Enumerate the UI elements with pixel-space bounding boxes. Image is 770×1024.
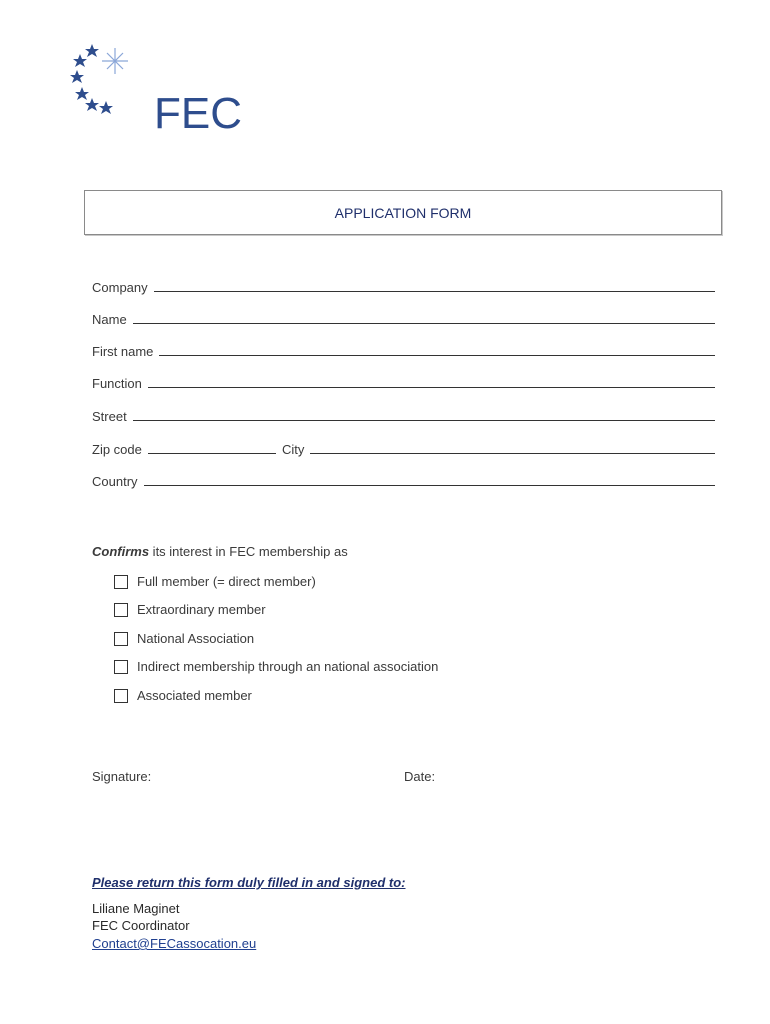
option-label: Full member (= direct member) — [137, 574, 316, 589]
fec-logo — [50, 30, 242, 138]
checkbox[interactable] — [114, 575, 128, 589]
date-label: Date: — [404, 769, 436, 784]
form-title: APPLICATION FORM — [334, 204, 472, 221]
confirm-bold: Confirms — [92, 544, 150, 559]
company-label: Company — [92, 280, 148, 295]
option-label: Extraordinary member — [137, 602, 266, 617]
form-title-box — [84, 190, 722, 235]
option-extraordinary-member[interactable] — [114, 602, 266, 617]
zip-label: Zip code — [92, 442, 142, 457]
country-label: Country — [92, 474, 138, 489]
option-label: National Association — [137, 631, 255, 646]
street-field[interactable] — [92, 409, 715, 424]
contact-role: FEC Coordinator — [92, 918, 190, 933]
confirm-rest: its interest in FEC membership as — [149, 544, 348, 559]
zip-line[interactable] — [148, 452, 276, 454]
name-line[interactable] — [133, 322, 715, 324]
first-name-field[interactable] — [92, 344, 715, 359]
country-line[interactable] — [144, 484, 715, 486]
checkbox[interactable] — [114, 689, 128, 703]
option-national-association[interactable] — [114, 631, 254, 646]
logo-text: FEC — [154, 89, 242, 138]
contact-name: Liliane Maginet — [92, 901, 180, 916]
signature-label: Signature: — [92, 769, 152, 784]
company-field[interactable] — [92, 280, 715, 295]
function-line[interactable] — [148, 386, 715, 388]
first-name-line[interactable] — [159, 354, 715, 356]
checkbox[interactable] — [114, 603, 128, 617]
city-field[interactable] — [282, 442, 715, 457]
city-line[interactable] — [310, 452, 715, 454]
confirm-text — [92, 544, 348, 559]
return-instruction: Please return this form duly filled in and signed to: — [92, 875, 406, 890]
first-name-label: First name — [92, 344, 154, 359]
name-label: Name — [92, 312, 127, 327]
option-full-member[interactable] — [114, 574, 316, 589]
checkbox[interactable] — [114, 632, 128, 646]
country-field[interactable] — [92, 474, 715, 489]
option-label: Associated member — [137, 688, 252, 703]
checkbox[interactable] — [114, 660, 128, 674]
function-field[interactable] — [92, 376, 715, 391]
city-label: City — [282, 442, 305, 457]
option-associated-member[interactable] — [114, 688, 252, 703]
zip-field[interactable] — [92, 442, 276, 457]
option-indirect-membership[interactable] — [114, 659, 438, 674]
function-label: Function — [92, 376, 142, 391]
company-line[interactable] — [154, 290, 715, 292]
option-label: Indirect membership through an national association — [137, 659, 439, 674]
name-field[interactable] — [92, 312, 715, 327]
contact-email-link[interactable]: Contact@FECassocation.eu — [92, 936, 257, 951]
street-line[interactable] — [133, 419, 715, 421]
street-label: Street — [92, 409, 127, 424]
